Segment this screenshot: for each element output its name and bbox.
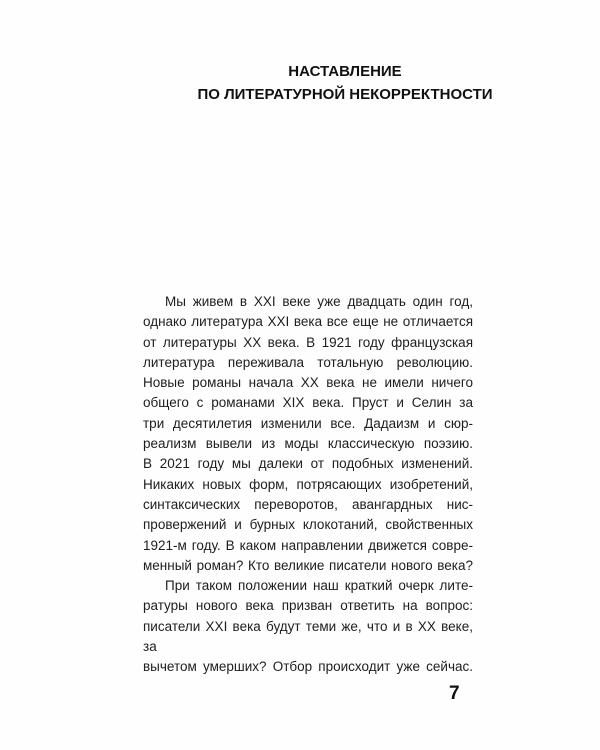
text-line: от литературы XX века. В 1921 году французская bbox=[143, 334, 473, 350]
text-line: реализм вывели из моды классическую поэзию. bbox=[143, 436, 473, 452]
text-line: общего с романами XIX века. Пруст и Селин за bbox=[143, 395, 473, 411]
text-line: менный роман? Кто великие писатели нового века? bbox=[143, 557, 473, 573]
text-line: вычетом умерших? Отбор происходит уже сейчас. bbox=[143, 659, 473, 675]
text-line: Новые романы начала XX века не имели ничего bbox=[143, 375, 473, 391]
text-line: синтаксических переворотов, авангардных нис- bbox=[143, 496, 473, 512]
text-line: Мы живем в XXI веке уже двадцать один год, bbox=[165, 294, 473, 309]
chapter-title-line-2: ПО ЛИТЕРАТУРНОЙ НЕКОРРЕКТНОСТИ bbox=[197, 86, 493, 103]
text-line: литература переживала тотальную революцию. bbox=[143, 354, 473, 370]
text-line: При таком положении наш краткий очерк лите- bbox=[165, 578, 473, 594]
text-line: В 2021 году мы далеки от подобных изменений. bbox=[143, 456, 473, 472]
text-line: ратуры нового века призван ответить на вопрос: bbox=[143, 598, 473, 614]
text-line: писатели XXI века будут теми же, что и в XX веке, за bbox=[143, 618, 473, 655]
text-line: провержений и бурных клокотаний, свойственных bbox=[143, 517, 473, 533]
text-line: однако литература XXI века все еще не отличается bbox=[143, 314, 473, 330]
chapter-title-line-1: НАСТАВЛЕНИЕ bbox=[288, 63, 402, 80]
page-number: 7 bbox=[449, 683, 460, 704]
text-line: Никаких новых форм, потрясающих изобретений, bbox=[143, 476, 473, 492]
chapter-title bbox=[175, 60, 515, 106]
text-line: три десятилетия изменили все. Дадаизм и сюр- bbox=[143, 415, 473, 431]
body-text bbox=[143, 292, 473, 678]
text-line: 1921-м году. В каком направлении движется совре- bbox=[143, 537, 473, 553]
